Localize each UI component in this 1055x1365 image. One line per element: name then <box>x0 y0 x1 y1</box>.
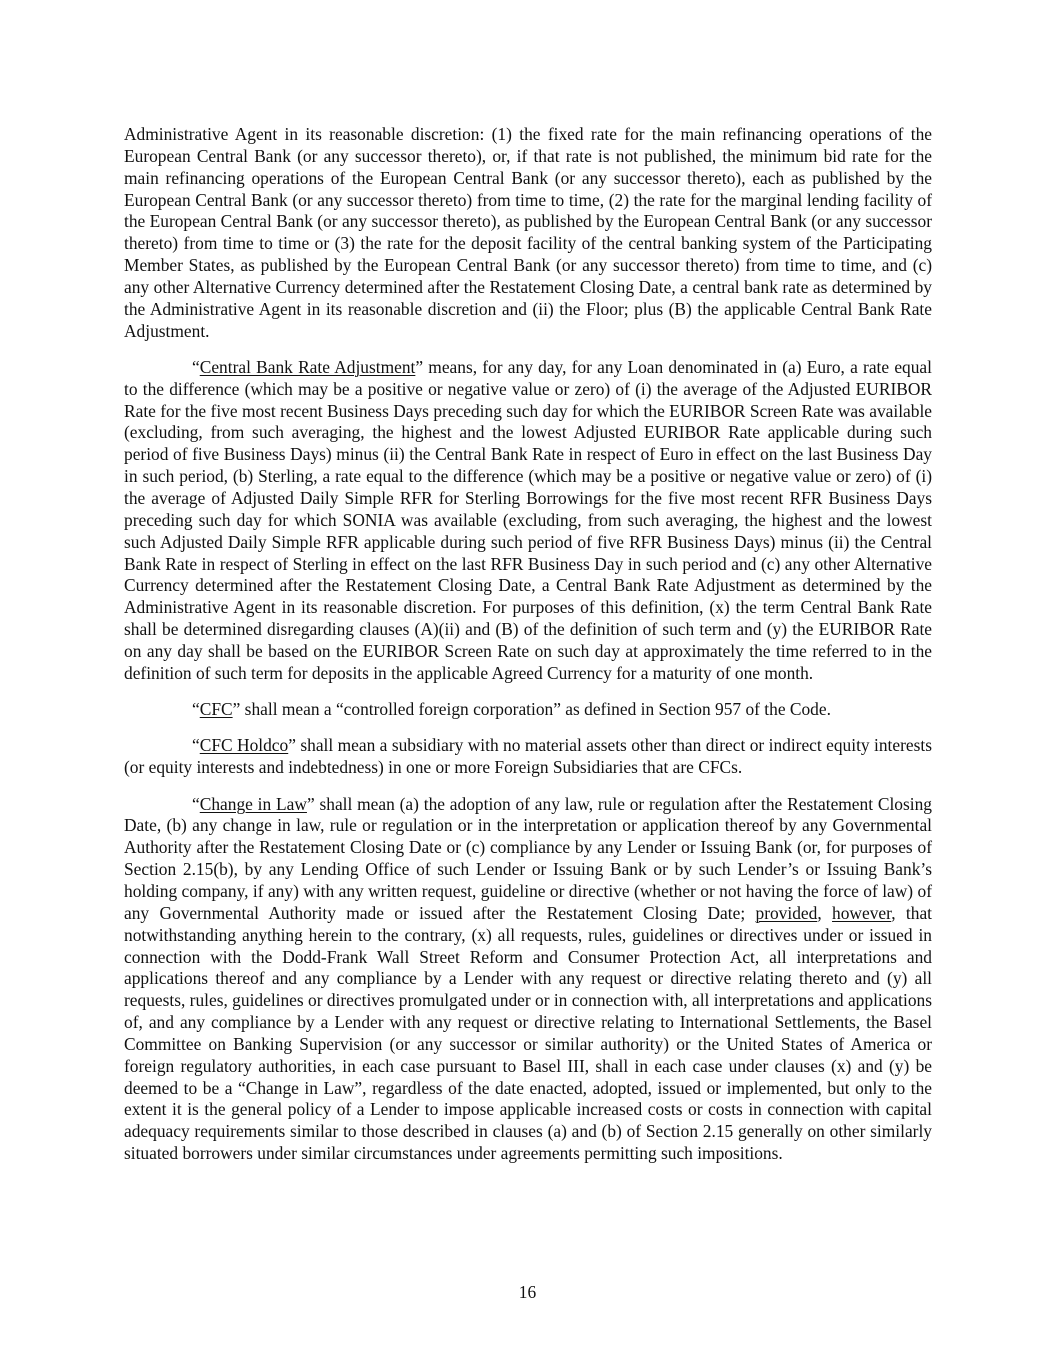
definition-central-bank-rate-adjustment <box>124 357 932 685</box>
definition-cfc <box>124 699 932 721</box>
open-quote: “ <box>192 356 200 377</box>
defined-term: CFC <box>199 699 233 720</box>
proviso-however: however <box>832 902 892 923</box>
defined-term: CFC Holdco <box>199 735 289 756</box>
defined-term: Central Bank Rate Adjustment <box>199 356 416 377</box>
definition-body: ” means, for any day, for any Loan denominated in (a) Euro, a rate equal to the difference (which may be a positive or negative value or zero) of (i) the average of the Adjusted EURIBOR Rate for the five most recent Business Days preceding such day for which the EURIBOR Screen Rate was available (excluding, from such averaging, the highest and the lowest Adjusted EURIBOR Rate applicable during such period of five Business Days) minus (ii) the Central Bank Rate in respect of Euro in effect on the last Business Day in such period, (b) Sterling, a rate equal to the difference (which may be a positive or negative value or zero) of (i) the average of Adjusted Daily Simple RFR for Sterling Borrowings for the five most recent RFR Business Days preceding such day for which SONIA was available (excluding, from such averaging, the highest and the lowest such Adjusted Daily Simple RFR applicable during such period of five RFR Business Days) minus (ii) the Central Bank Rate in respect of Sterling in effect on the last RFR Business Day in such period and (c) any other Alternative Currency determined after the Restatement Closing Date, a Central Bank Rate Adjustment as determined by the Administrative Agent in its reasonable discretion. For purposes of this definition, (x) the term Central Bank Rate shall be determined disregarding clauses (A)(ii) and (B) of the definition of such term and (y) the EURIBOR Rate on any day shall be based on the EURIBOR Screen Rate on such day at approximately the time referred to in the definition of such term for deposits in the applicable Agreed Currency for a maturity of one month. <box>124 356 932 683</box>
open-quote: “ <box>192 793 200 814</box>
page-number: 16 <box>518 1282 537 1302</box>
open-quote: “ <box>192 699 200 720</box>
document-page <box>124 124 932 1179</box>
definition-cfc-holdco <box>124 735 932 779</box>
definition-body-part1: ” shall mean (a) the adoption of any law, rule or regulation after the Restatement Closing Date, (b) any change in law, rule or regulation or in the interpretation or application thereof by any Governmental Authority after the Restatement Closing Date or (c) compliance by any Lender or Issuing Bank (or, for purposes of Section 2.15(b), by any Lending Office of such Lender or Issuing Bank or by such Lender’s or Issuing Bank’s holding company, if any) with any written request, guideline or directive (whether or not having the force of law) of any Governmental Authority made or issued after the Restatement Closing Date; <box>124 793 932 923</box>
definition-body: ” shall mean a “controlled foreign corporation” as defined in Section 957 of the Code. <box>232 699 831 720</box>
definition-body-part2: , that notwithstanding anything herein to the contrary, (x) all requests, rules, guidelines or directives under or issued in connection with the Dodd-Frank Wall Street Reform and Consumer Protection Act, all interpretations and applications thereof and any compliance by a Lender with any request or directive relating thereto and (y) all requests, rules, guidelines or directives promulgated under or in connection with, all interpretations and applications of, and any compliance by a Lender with any request or directive relating to International Settlements, the Basel Committee on Banking Supervision (or any successor or similar authority) or the United States of America or foreign regulatory authorities, in each case pursuant to Basel III, shall in each case under clauses (x) and (y) be deemed to be a “Change in Law”, regardless of the date enacted, adopted, issued or implemented, but only to the extent it is the general policy of a Lender to impose applicable increased costs or costs in connection with capital adequacy requirements similar to those described in clauses (a) and (b) of Section 2.15 generally on other similarly situated borrowers under similar circumstances under agreements permitting such impositions. <box>124 902 932 1164</box>
definition-change-in-law <box>124 794 932 1165</box>
proviso-separator: , <box>817 902 833 923</box>
open-quote: “ <box>192 735 200 756</box>
continuation-paragraph: Administrative Agent in its reasonable discretion: (1) the fixed rate for the main refinancing operations of the European Central Bank (or any successor thereto), or, if that rate is not published, the minimum bid rate for the main refinancing operations of the European Central Bank (or any successor thereto), each as published by the European Central Bank (or any successor thereto) from time to time, (2) the rate for the marginal lending facility of the European Central Bank (or any successor thereto), as published by the European Central Bank (or any successor thereto) from time to time or (3) the rate for the deposit facility of the central banking system of the Participating Member States, as published by the European Central Bank (or any successor thereto) from time to time, and (c) any other Alternative Currency determined after the Restatement Closing Date, a central bank rate as determined by the Administrative Agent in its reasonable discretion and (ii) the Floor; plus (B) the applicable Central Bank Rate Adjustment. <box>124 124 932 341</box>
defined-term: Change in Law <box>199 793 307 814</box>
proviso-provided: provided <box>755 902 818 923</box>
definition-body: ” shall mean a subsidiary with no material assets other than direct or indirect equity interests (or equity interests and indebtedness) in one or more Foreign Subsidiaries that are CFCs. <box>124 735 932 778</box>
